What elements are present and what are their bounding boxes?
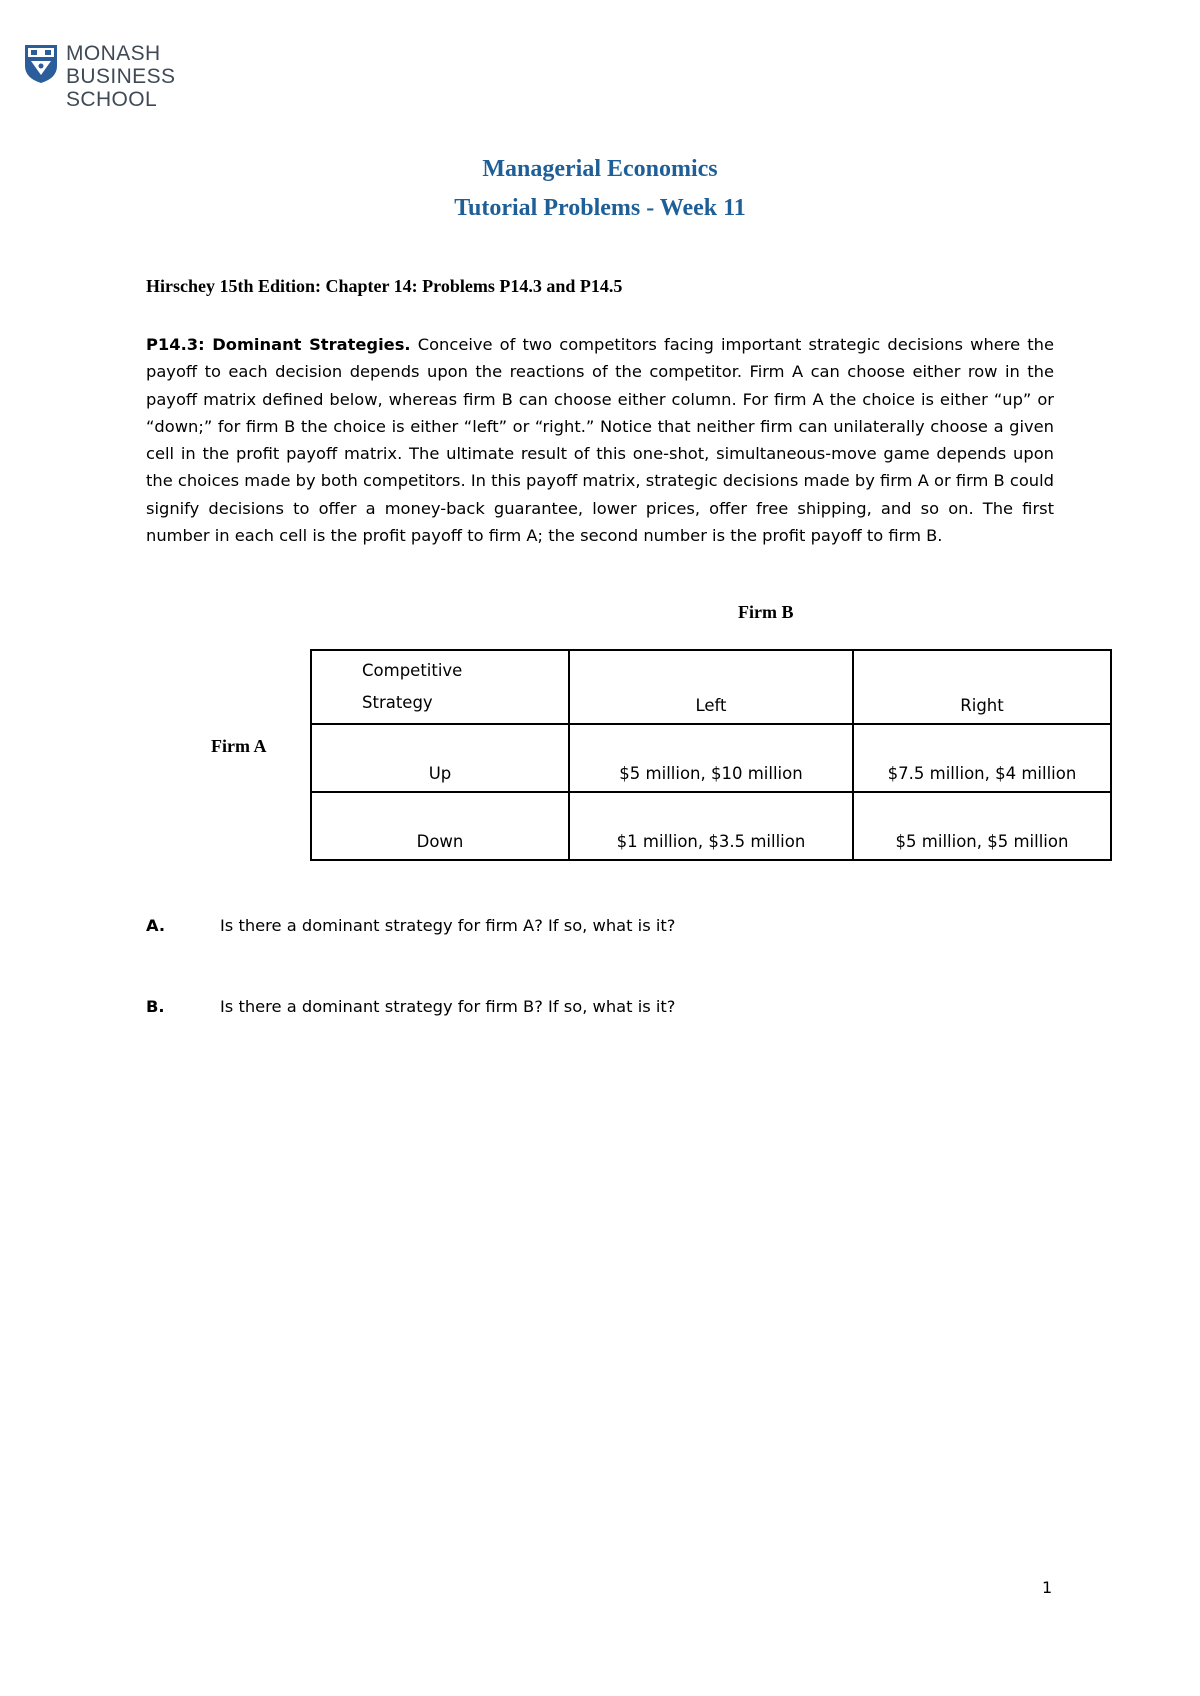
problem-body: Conceive of two competitors facing important strategic decisions where the payoff to each decision depends upon the reactions of the competitor. Firm A can choose either row in the payoff matrix defined below, whereas firm B can choose either column. For firm A the choice is either “up” or “down;” for firm B the choice is either “left” or “right.” Notice that neither firm can unilaterally choose a given cell in the profit payoff matrix. The ultimate result of this one-shot, simultaneous-move game depends upon the choices made by both competitors. In this payoff matrix, strategic decisions made by firm A or firm B could signify decisions to offer a money-back guarantee, lower prices, offer free shipping, and so on. The first number in each cell is the profit payoff to firm A; the second number is the profit payoff to firm B. [146, 335, 1054, 546]
row-header-up: Up [311, 724, 569, 792]
question-a-text: Is there a dominant strategy for firm A? If so, what is it? [220, 916, 676, 935]
row-header-down: Down [311, 792, 569, 860]
question-b-text: Is there a dominant strategy for firm B? If so, what is it? [220, 997, 676, 1016]
payoff-cell-down-right: $5 million, $5 million [853, 792, 1111, 860]
document-title: Managerial Economics [482, 156, 718, 182]
matrix-corner-cell [311, 650, 569, 724]
column-header-right: Right [853, 650, 1111, 724]
question-b-letter: B. [146, 997, 165, 1016]
logo-line-2: BUSINESS [66, 65, 176, 88]
problem-paragraph [146, 331, 1054, 549]
matrix-header-row [311, 650, 1111, 724]
logo-line-1: MONASH [66, 42, 161, 65]
firm-b-label: Firm B [738, 602, 794, 622]
logo-wordmark [66, 42, 175, 111]
firm-a-label: Firm A [211, 736, 267, 756]
page-number: 1 [1042, 1578, 1053, 1597]
column-header-left: Left [569, 650, 853, 724]
question-b [146, 997, 675, 1016]
payoff-matrix [310, 649, 1112, 861]
question-a-letter: A. [146, 916, 166, 935]
corner-label-line-1: Competitive [362, 661, 463, 680]
matrix-row-down [311, 792, 1111, 860]
corner-label-line-2: Strategy [362, 693, 433, 712]
payoff-cell-up-left: $5 million, $10 million [569, 724, 853, 792]
monash-logo [24, 42, 175, 111]
matrix-row-up [311, 724, 1111, 792]
problem-heading: P14.3: Dominant Strategies. [146, 335, 411, 354]
payoff-cell-down-left: $1 million, $3.5 million [569, 792, 853, 860]
chapter-heading: Hirschey 15th Edition: Chapter 14: Problems P14.3 and P14.5 [146, 276, 623, 296]
question-a [146, 916, 675, 935]
payoff-cell-up-right: $7.5 million, $4 million [853, 724, 1111, 792]
monash-crest-icon [24, 44, 58, 84]
logo-line-3: SCHOOL [66, 88, 158, 111]
document-subtitle: Tutorial Problems - Week 11 [454, 195, 746, 221]
